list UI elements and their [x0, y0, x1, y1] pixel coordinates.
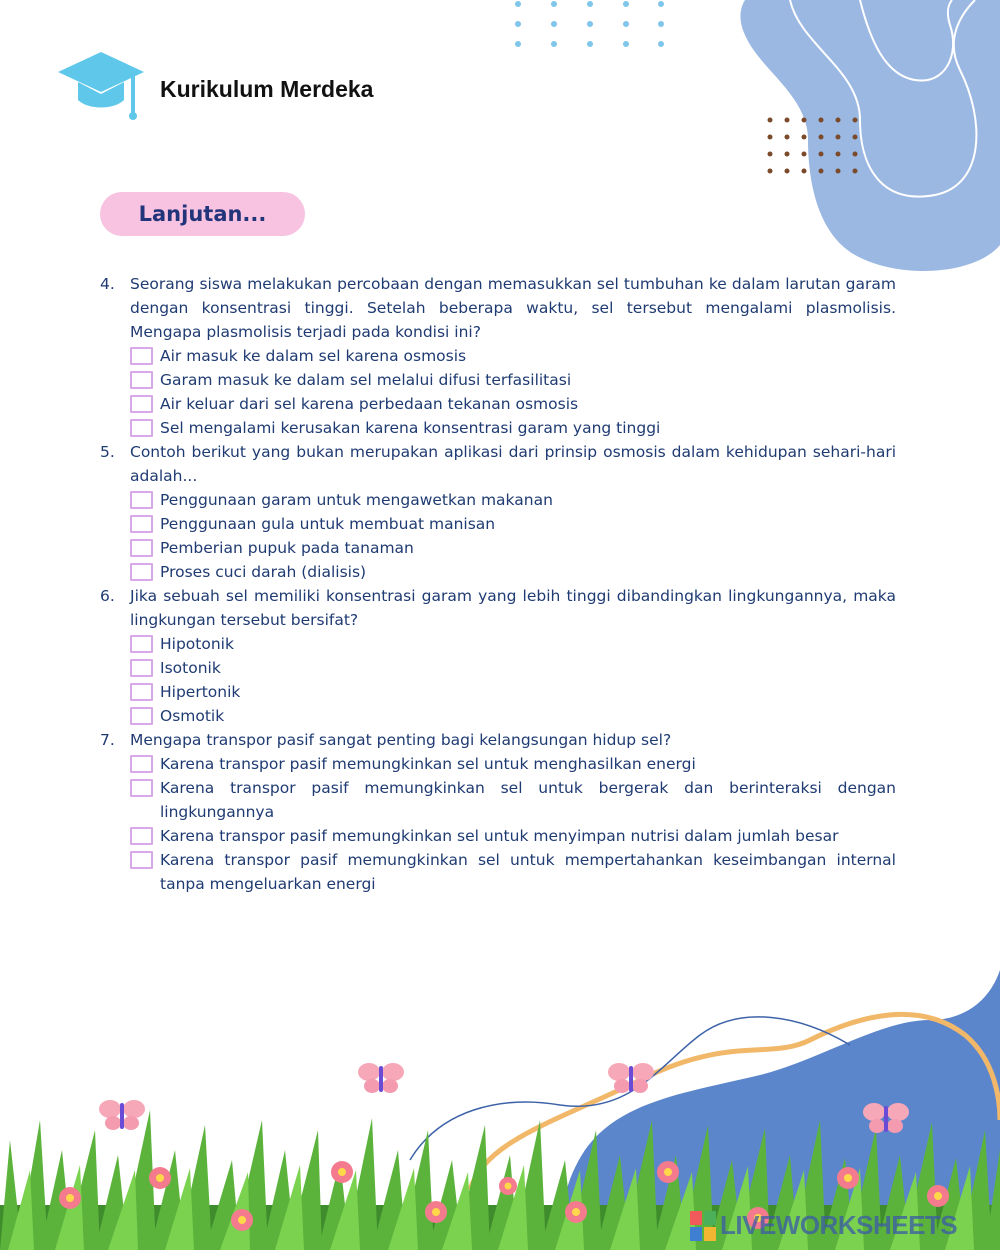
- option-item: [130, 632, 896, 656]
- option-item: [130, 368, 896, 392]
- option-text: Proses cuci darah (dialisis): [160, 563, 367, 581]
- option-item: [130, 560, 896, 584]
- blue-dot-grid: [515, 1, 664, 47]
- option-list: [100, 752, 896, 896]
- option-item: [130, 656, 896, 680]
- option-item: [130, 848, 896, 896]
- option-item: [130, 512, 896, 536]
- option-text: Osmotik: [160, 707, 225, 725]
- liveworksheets-watermark: [690, 1210, 957, 1241]
- question-item: [100, 272, 896, 440]
- option-item: [130, 824, 896, 848]
- option-checkbox[interactable]: [130, 635, 153, 653]
- question-number: 4.: [100, 275, 115, 293]
- section-label-pill: Lanjutan...: [100, 192, 305, 236]
- header-title: Kurikulum Merdeka: [160, 75, 374, 102]
- option-checkbox[interactable]: [130, 659, 153, 677]
- option-list: [100, 632, 896, 728]
- option-item: [130, 392, 896, 416]
- option-item: [130, 776, 896, 824]
- option-text: Karena transpor pasif memungkinkan sel untuk mempertahankan keseimbangan internal tanpa mengeluarkan energi: [160, 851, 896, 893]
- option-checkbox[interactable]: [130, 851, 153, 869]
- option-item: [130, 704, 896, 728]
- option-text: Penggunaan gula untuk membuat manisan: [160, 515, 496, 533]
- question-text: Jika sebuah sel memiliki konsentrasi garam yang lebih tinggi dibandingkan lingkungannya, maka lingkungan tersebut bersifat?: [130, 587, 896, 629]
- option-checkbox[interactable]: [130, 491, 153, 509]
- option-item: [130, 536, 896, 560]
- option-list: [100, 344, 896, 440]
- liveworksheets-logo-icon: [690, 1211, 716, 1241]
- option-item: [130, 344, 896, 368]
- option-checkbox[interactable]: [130, 779, 153, 797]
- option-text: Karena transpor pasif memungkinkan sel untuk menghasilkan energi: [160, 755, 696, 773]
- option-text: Pemberian pupuk pada tanaman: [160, 539, 414, 557]
- option-item: [130, 488, 896, 512]
- question-number: 5.: [100, 443, 115, 461]
- option-text: Garam masuk ke dalam sel melalui difusi terfasilitasi: [160, 371, 572, 389]
- option-checkbox[interactable]: [130, 755, 153, 773]
- question-item: [100, 584, 896, 728]
- option-checkbox[interactable]: [130, 827, 153, 845]
- question-text: Seorang siswa melakukan percobaan dengan memasukkan sel tumbuhan ke dalam larutan garam dengan konsentrasi tinggi. Setelah beberapa waktu, sel tersebut mengalami plasmolisis. Mengapa plasmolisis terjadi pada kondisi ini?: [130, 275, 896, 341]
- question-item: [100, 440, 896, 584]
- option-text: Karena transpor pasif memungkinkan sel untuk bergerak dan berinteraksi dengan lingkungannya: [160, 779, 896, 821]
- option-text: Penggunaan garam untuk mengawetkan makanan: [160, 491, 553, 509]
- header-brand: [58, 50, 373, 128]
- question-item: [100, 728, 896, 896]
- watermark-text: LIVEWORKSHEETS: [720, 1210, 958, 1240]
- option-text: Air keluar dari sel karena perbedaan tekanan osmosis: [160, 395, 579, 413]
- option-item: [130, 680, 896, 704]
- top-right-blob: [740, 0, 1000, 271]
- option-text: Air masuk ke dalam sel karena osmosis: [160, 347, 467, 365]
- option-checkbox[interactable]: [130, 419, 153, 437]
- option-text: Hipotonik: [160, 635, 234, 653]
- option-checkbox[interactable]: [130, 683, 153, 701]
- question-list: [100, 272, 896, 896]
- question-text: Contoh berikut yang bukan merupakan aplikasi dari prinsip osmosis dalam kehidupan sehari-hari adalah...: [130, 443, 896, 485]
- option-text: Isotonik: [160, 659, 221, 677]
- option-text: Karena transpor pasif memungkinkan sel untuk menyimpan nutrisi dalam jumlah besar: [160, 827, 839, 845]
- option-text: Sel mengalami kerusakan karena konsentrasi garam yang tinggi: [160, 419, 661, 437]
- option-item: [130, 752, 896, 776]
- option-list: [100, 488, 896, 584]
- question-text: Mengapa transpor pasif sangat penting bagi kelangsungan hidup sel?: [130, 731, 672, 749]
- option-checkbox[interactable]: [130, 395, 153, 413]
- question-number: 7.: [100, 731, 115, 749]
- graduation-cap-icon: [58, 50, 144, 128]
- option-checkbox[interactable]: [130, 371, 153, 389]
- option-checkbox[interactable]: [130, 515, 153, 533]
- option-text: Hipertonik: [160, 683, 241, 701]
- question-number: 6.: [100, 587, 115, 605]
- option-checkbox[interactable]: [130, 563, 153, 581]
- option-checkbox[interactable]: [130, 707, 153, 725]
- option-checkbox[interactable]: [130, 539, 153, 557]
- option-item: [130, 416, 896, 440]
- option-checkbox[interactable]: [130, 347, 153, 365]
